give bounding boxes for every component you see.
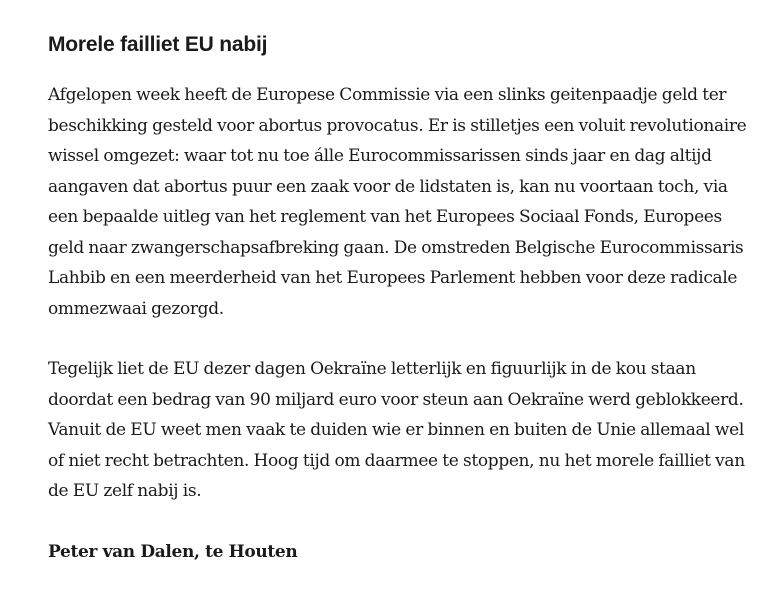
letter-paragraph-1: Afgelopen week heeft de Europese Commissie via een slinks geitenpaadje geld ter beschikking gesteld voor abortus provocatus. Er is stilletjes een voluit revolutionaire wissel omgezet: waar tot nu toe álle Eurocommissarissen sinds jaar en dag altijd aangaven dat abortus puur een zaak voor de lidstaten is, kan nu voortaan toch, via een bepaalde uitleg van het reglement van het Europees Sociaal Fonds, Europees geld naar zwangerschapsafbreking gaan. De omstreden Belgische Eurocommissaris Lahbib en een meerderheid van het Europees Parlement hebben voor deze radicale ommezwaai gezorgd. xyxy=(48,85,747,319)
letter-title: Morele failliet EU nabij xyxy=(48,33,268,56)
letter-author: Peter van Dalen, te Houten xyxy=(48,541,298,562)
reader-letter xyxy=(48,30,748,567)
letter-paragraph-2: Tegelijk liet de EU dezer dagen Oekraïne letterlijk en figuurlijk in de kou staan doordat een bedrag van 90 miljard euro voor steun aan Oekraïne werd geblokkeerd. Vanuit de EU weet men vaak te duiden wie er binnen en buiten de Unie allemaal wel of niet recht betrachten. Hoog tijd om daarmee te stoppen, nu het morele failliet van de EU zelf nabij is. xyxy=(48,359,745,501)
